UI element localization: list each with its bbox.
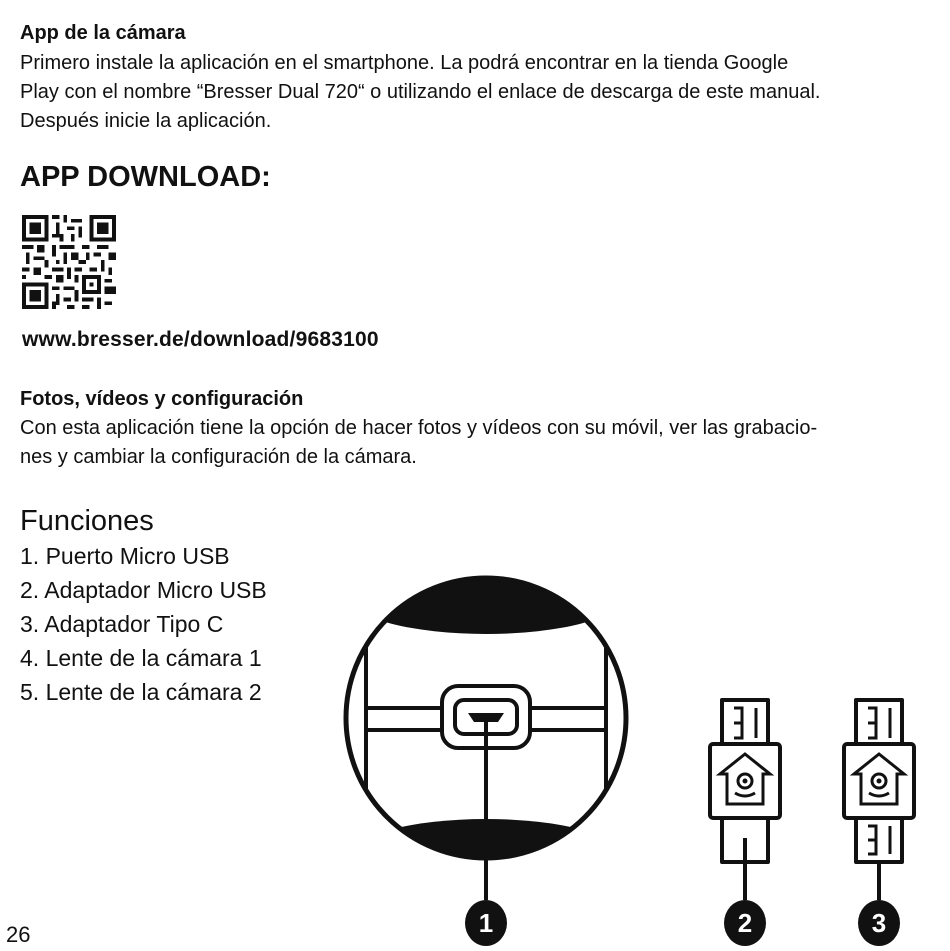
- functions-list: [20, 539, 267, 709]
- list-item: 2. Adaptador Micro USB: [20, 577, 267, 603]
- page-number: 26: [6, 922, 31, 947]
- type-c-adapter-illustration: [830, 690, 930, 900]
- camera-app-paragraph: [20, 49, 820, 136]
- callout-1-label: 1: [478, 908, 494, 938]
- callout-1: [463, 900, 509, 946]
- camera-app-line-3: Después inicie la aplicación.: [20, 110, 272, 132]
- photos-line-1: Con esta aplicación tiene la opción de hacer fotos y vídeos con su móvil, ver las grabacio-: [20, 417, 818, 439]
- camera-app-heading: App de la cámara: [20, 22, 186, 44]
- list-item: 4. Lente de la cámara 1: [20, 645, 262, 671]
- callout-2: [722, 900, 768, 946]
- list-item: 1. Puerto Micro USB: [20, 543, 230, 569]
- photos-paragraph: [20, 414, 817, 472]
- functions-heading: Funciones: [20, 505, 154, 537]
- camera-app-line-1: Primero instale la aplicación en el smartphone. La podrá encontrar en la tienda Google: [20, 52, 789, 74]
- micro-usb-adapter-illustration: [700, 690, 800, 900]
- camera-app-line-2: Play con el nombre “Bresser Dual 720“ o utilizando el enlace de descarga de este manual.: [20, 81, 821, 103]
- list-item: 5. Lente de la cámara 2: [20, 679, 262, 705]
- callout-3-label: 3: [871, 908, 887, 938]
- camera-port-illustration: [340, 565, 640, 895]
- photos-line-2: nes y cambiar la configuración de la cámara.: [20, 446, 417, 468]
- app-download-heading: APP DOWNLOAD:: [20, 161, 271, 193]
- callout-2-label: 2: [737, 908, 753, 938]
- download-url[interactable]: www.bresser.de/download/9683100: [22, 328, 379, 351]
- callout-3: [856, 900, 902, 946]
- photos-heading: Fotos, vídeos y configuración: [20, 388, 304, 410]
- qr-code-icon: [22, 215, 116, 309]
- list-item: 3. Adaptador Tipo C: [20, 611, 224, 637]
